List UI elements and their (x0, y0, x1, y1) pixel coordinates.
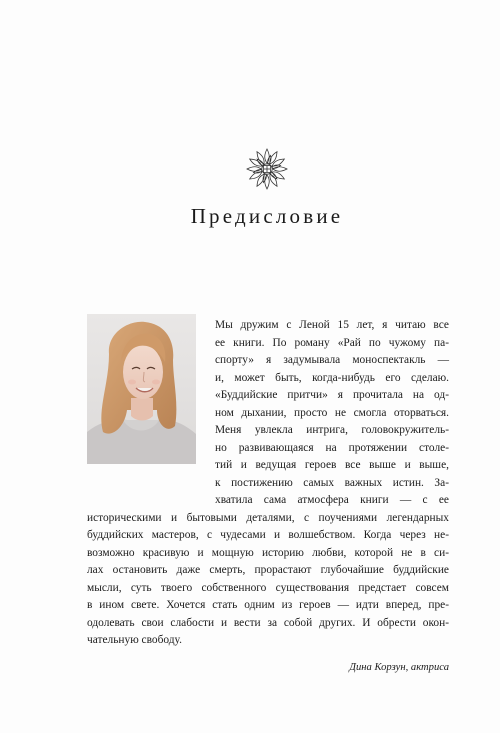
text-line: Мы дружим с Леной 15 лет, я читаю все (215, 319, 449, 331)
text-line: чательную свободу. (87, 634, 182, 646)
text-line: хватила сама атмосфера книги — с ее (215, 494, 449, 506)
text-line: возможно красивую и мощную историю любви, которой не в си- (87, 547, 449, 559)
text-line: Меня увлекла интрига, головокружитель- (215, 424, 449, 436)
text-line: в ином свете. Хочется стать одним из героев — идти вперед, пре- (87, 599, 449, 611)
text-line: спорту» я задумывала моноспектакль — (215, 354, 449, 366)
text-line: ее книги. По роману «Рай по чужому па- (215, 337, 449, 349)
lotus-ornament-icon (243, 145, 291, 193)
text-line: но развивающаяся на протяжении столе- (215, 442, 449, 454)
text-line: «Буддийские притчи» я прочитала на од- (215, 389, 449, 401)
text-line: мысли, суть твоего собственного существования предстает совсем (87, 582, 449, 594)
text-line: одолевать свои слабости и вести за собой других. И обрести окон- (87, 617, 449, 629)
signature: Дина Корзун, актриса (349, 662, 449, 673)
text-line: тий и ведущая героев все выше и выше, (215, 459, 449, 471)
text-line: и, может быть, когда-нибудь его сделаю. (215, 372, 449, 384)
text-line: ном дыхании, просто не смогла оторваться. (215, 407, 449, 419)
author-photo (87, 314, 196, 464)
text-line: историческими и бытовыми деталями, с поучениями легендарных (87, 512, 449, 524)
text-line: буддийских мастеров, с чудесами и волшебством. Когда через не- (87, 529, 449, 541)
page-title: Предисловие (190, 204, 344, 228)
text-line: лах остановить даже смерть, прорастают глубочайшие буддийские (87, 564, 449, 576)
text-line: к постижению самых важных истин. За- (215, 477, 449, 489)
